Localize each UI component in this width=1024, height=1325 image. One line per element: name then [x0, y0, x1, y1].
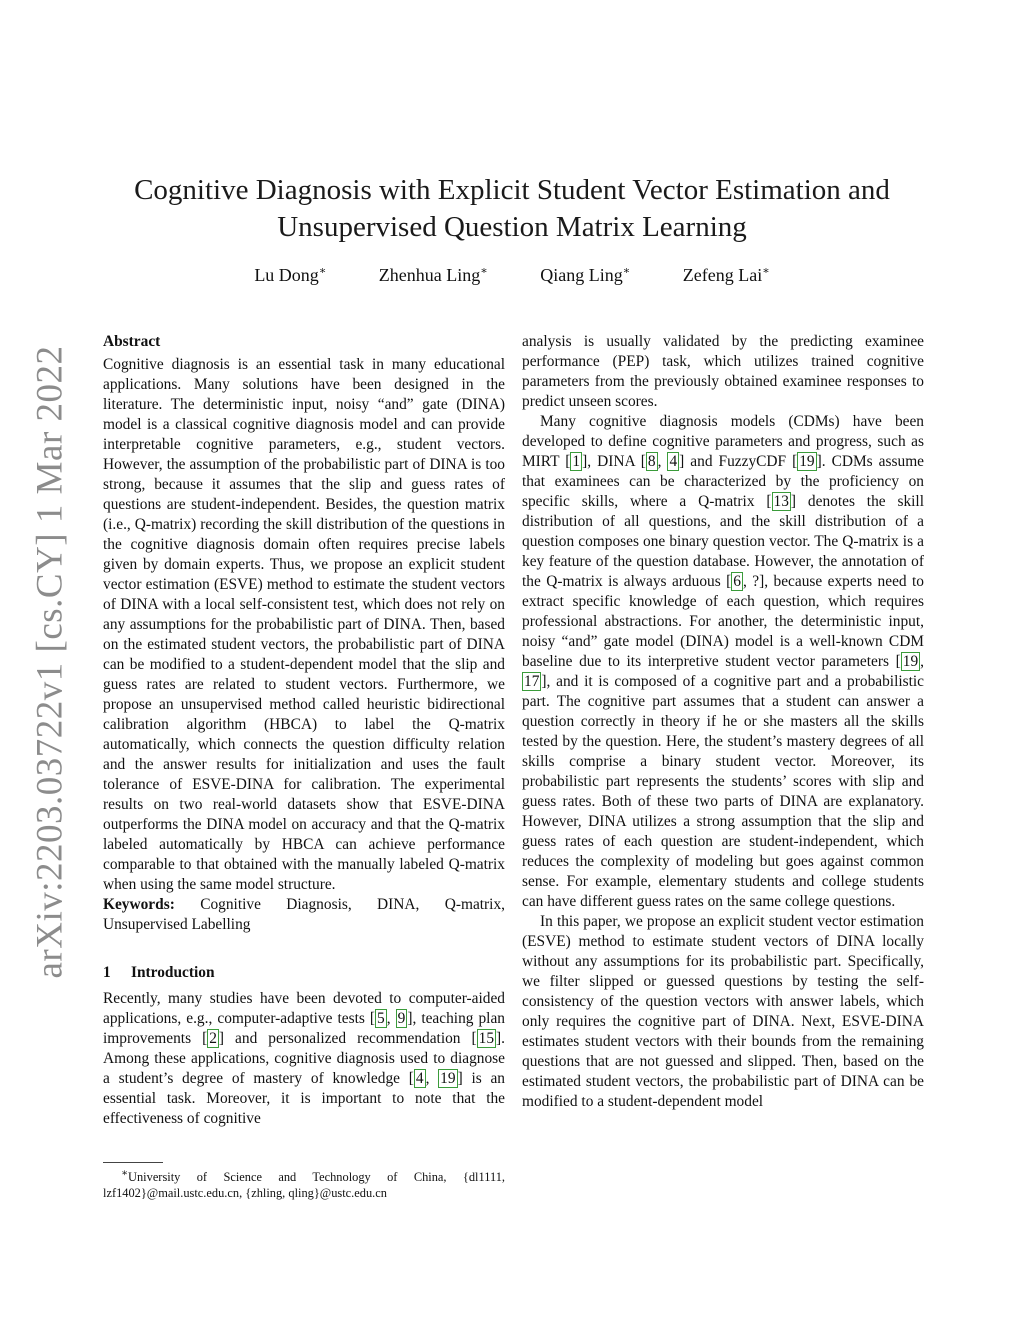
paragraph-cdms: Many cognitive diagnosis models (CDMs) have been developed to define cognitive parameters and progress, such as MIRT [ 1 ], DINA [ 8 , 4 ] and FuzzyCDF [ 19 ]. CDMs assume that examinees can be characterized by the proficiency on specific skills, where a Q-matrix [ 13 ] denotes the skill distribution of all questions, and the skill distribution of a question composes one binary question vector. The Q-matrix is a key feature of the question database. However, the annotation of the Q-matrix is always arduous [ 6 , ?], because experts need to extract specific knowledge of each question, which requires professional abstractions. For another, the deterministic input, noisy “and” gate model (DINA) model is a well-known CDM baseline due to its interpretive student vector parameters [ 19 , 17 ], and it is composed of a cognitive part and a probabilistic part. The cognitive part assumes that a student can answer a question correctly in theory if he or she masters all the skills tested by the question. Here, the student’s mastery degrees of all skills comprise a binary student vector. Moreover, its probabilistic part represents the students’ scores with slip and guess rates. Both of these two parts of DINA are explanatory. However, DINA utilizes a strong assumption that the slip and guess rates of each question are student-independent, which reduces the complexity of modeling but goes against common sense. For example, elementary students and college students can have different guess rates on the same college questions.	[522, 413, 925, 910]
citation-link[interactable]: 2	[209, 1030, 217, 1047]
citation-link[interactable]: 6	[733, 573, 741, 590]
keywords-text: Cognitive Diagnosis, DINA, Q-matrix, Unsupervised Labelling	[103, 896, 505, 933]
citation-link[interactable]: 15	[478, 1030, 495, 1047]
paper-title	[100, 172, 924, 246]
citation-link[interactable]: 19	[902, 653, 919, 670]
citation-link[interactable]: 9	[397, 1010, 406, 1027]
title-line-1: Cognitive Diagnosis with Explicit Student Vector Estimation and	[134, 174, 890, 206]
keywords	[103, 895, 505, 935]
abstract-body: Cognitive diagnosis is an essential task in many educational applications. Many solutions have been designed in the literature. The deterministic input, noisy “and” gate (DINA) model is a classical cognitive diagnosis model and can provide interpretable cognitive parameters, e.g., student vectors. However, the assumption of the probabilistic part of DINA is too strong, because it assumes that the slip and guess rates of questions are student-independent. Besides, the question matrix (i.e., Q-matrix) recording the skill distribution of the questions in the cognitive diagnosis domain often requires precise labels given by domain experts. Thus, we propose an explicit student vector estimation (ESVE) method to estimate the student vectors of DINA with a local self-consistent test, which does not rely on any assumptions for the probabilistic part of DINA. Then, based on the estimated student vectors, the probabilistic part of DINA can be modified to a student-dependent model that the slip and guess rates are related to student vectors. Furthermore, we propose an unsupervised method called heuristic bidirectional calibration algorithm (HBCA) to label the Q-matrix automatically, which connects the question difficulty relation and the answer results for initialization and uses the fault tolerance of ESVE-DINA for calibration. The experimental results on two real-world datasets show that ESVE-DINA outperforms the DINA model on accuracy and that the Q-matrix labeled automatically by HBCA can achieve performance comparable to that obtained with the manually labeled Q-matrix when using the same model structure.	[103, 356, 505, 893]
author-list	[100, 264, 924, 286]
citation-link[interactable]: 13	[773, 493, 789, 510]
keywords-label: Keywords:	[103, 896, 175, 913]
left-column	[103, 332, 505, 1129]
citation-link[interactable]: 17	[524, 673, 540, 690]
section-heading-introduction: 1 Introduction	[103, 964, 215, 981]
citation-link[interactable]: 19	[799, 453, 815, 470]
author-4: Zefeng Lai∗	[682, 265, 770, 285]
footnote-text: University of Science and Technology of China, {dl1111, lzf1402}@mail.ustc.edu.cn, {zhling, qling}@ustc.edu.cn	[103, 1170, 505, 1201]
paragraph-continued: analysis is usually validated by the predicting examinee performance (PEP) task, which utilizes trained cognitive parameters from the previously obtained examinee responses to predict unseen scores.	[522, 333, 924, 410]
footnote-rule	[103, 1162, 163, 1163]
footnote: ∗University of Science and Technology of China, {dl1111, lzf1402}@mail.ustc.edu.cn, {zhling, qling}@ustc.edu.cn	[103, 1162, 505, 1201]
citation-link[interactable]: 4	[415, 1070, 424, 1087]
citation-link[interactable]: 5	[377, 1010, 385, 1027]
arxiv-identifier: arXiv:2203.03722v1 [cs.CY] 1 Mar 2022	[29, 345, 71, 979]
abstract-heading: Abstract	[103, 333, 161, 350]
right-column	[522, 332, 924, 1112]
author-2: Zhenhua Ling∗	[378, 265, 488, 285]
author-3: Qiang Ling∗	[540, 265, 631, 285]
introduction-paragraph: Recently, many studies have been devoted to computer-aided applications, e.g., computer-adaptive tests [ 5 , 9 ], teaching plan improvements [ 2 ] and personalized recommendation [ 15 ]. Among these applications, cognitive diagnosis used to diagnose a student’s degree of mastery of knowledge [ 4 , 19 ] is an essential task. Moreover, it is important to note that the effectiveness of cognitive	[103, 990, 505, 1127]
citation-link[interactable]: 1	[572, 453, 581, 470]
citation-link[interactable]: 19	[440, 1070, 456, 1087]
citation-link[interactable]: 8	[647, 453, 656, 470]
citation-link[interactable]: 4	[669, 453, 678, 470]
author-1: Lu Dong∗	[254, 265, 327, 285]
paragraph-this-paper: In this paper, we propose an explicit student vector estimation (ESVE) method to estimate student vectors of DINA locally without any assumptions for its probabilistic part. Specifically, we filter slipped or guessed questions by testing the self-consistency of the question vectors with answer labels, which only requires the cognitive part of DINA. Next, ESVE-DINA estimates student vectors with their bounds from the remaining questions that are not guessed and slipped. Then, based on the estimated student vectors, the probabilistic part of DINA can be modified to a student-dependent model	[522, 913, 924, 1110]
title-line-2: Unsupervised Question Matrix Learning	[277, 211, 747, 243]
